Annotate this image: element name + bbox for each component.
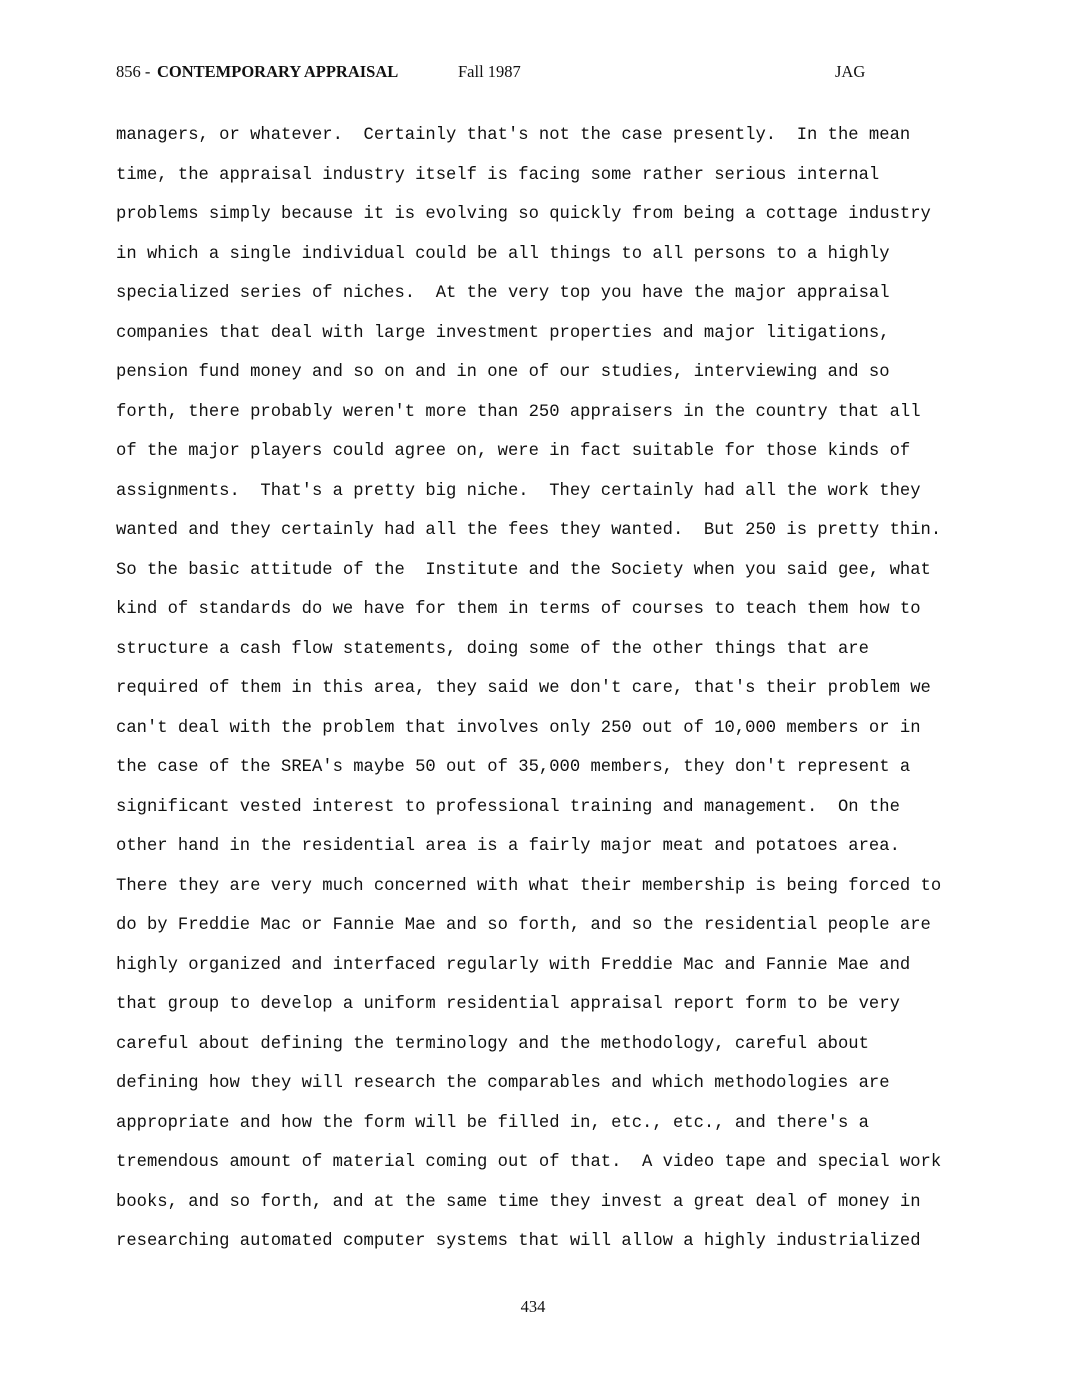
- course-title: CONTEMPORARY APPRAISAL: [157, 62, 399, 81]
- text-line: of the major players could agree on, were in fact suitable for those kinds of: [116, 442, 911, 461]
- text-line: researching automated computer systems that will allow a highly industrialized: [116, 1232, 921, 1251]
- text-line: defining how they will research the comparables and which methodologies are: [116, 1074, 890, 1093]
- text-line: do by Freddie Mac or Fannie Mae and so forth, and so the residential people are: [116, 916, 931, 935]
- text-line: wanted and they certainly had all the fees they wanted. But 250 is pretty thin.: [116, 521, 942, 540]
- text-line: the case of the SREA's maybe 50 out of 35,000 members, they don't represent a: [116, 758, 911, 777]
- text-line: books, and so forth, and at the same time they invest a great deal of money in: [116, 1192, 921, 1212]
- text-line: that group to develop a uniform residential appraisal report form to be very: [116, 995, 900, 1014]
- text-line: specialized series of niches. At the very top you have the major appraisal: [116, 284, 890, 303]
- page-number: 434: [520, 1297, 546, 1316]
- text-line: required of them in this area, they said we don't care, that's their problem we: [116, 679, 931, 698]
- text-line: managers, or whatever. Certainly that's not the case presently. In the mean: [116, 126, 911, 145]
- text-line: other hand in the residential area is a fairly major meat and potatoes area.: [116, 837, 900, 856]
- text-line: appropriate and how the form will be filled in, etc., etc., and there's a: [116, 1113, 869, 1133]
- text-line: structure a cash flow statements, doing some of the other things that are: [116, 639, 869, 659]
- text-line: There they are very much concerned with what their membership is being forced to: [116, 876, 942, 896]
- text-line: can't deal with the problem that involves only 250 out of 10,000 members or in: [116, 718, 921, 738]
- text-line: problems simply because it is evolving so quickly from being a cottage industry: [116, 205, 931, 224]
- text-line: companies that deal with large investment properties and major litigations,: [116, 323, 890, 343]
- text-line: highly organized and interfaced regularly with Freddie Mac and Fannie Mae and: [116, 955, 911, 975]
- text-line: assignments. That's a pretty big niche. They certainly had all the work they: [116, 481, 921, 501]
- text-line: careful about defining the terminology and the methodology, careful about: [116, 1034, 869, 1054]
- author-initials: JAG: [835, 62, 866, 81]
- course-number: 856 -: [116, 62, 155, 81]
- transcript-body: [116, 116, 1016, 1262]
- text-line: significant vested interest to professional training and management. On the: [116, 797, 900, 817]
- text-line: time, the appraisal industry itself is facing some rather serious internal: [116, 165, 880, 185]
- text-line: in which a single individual could be all things to all persons to a highly: [116, 244, 890, 264]
- text-line: tremendous amount of material coming out of that. A video tape and special work: [116, 1153, 942, 1172]
- term-label: Fall 1987: [458, 62, 521, 81]
- text-line: So the basic attitude of the Institute and the Society when you said gee, what: [116, 560, 931, 580]
- text-line: forth, there probably weren't more than 250 appraisers in the country that all: [116, 402, 921, 422]
- text-line: pension fund money and so on and in one of our studies, interviewing and so: [116, 363, 890, 382]
- text-line: kind of standards do we have for them in terms of courses to teach them how to: [116, 600, 921, 619]
- page-header: [0, 62, 1066, 86]
